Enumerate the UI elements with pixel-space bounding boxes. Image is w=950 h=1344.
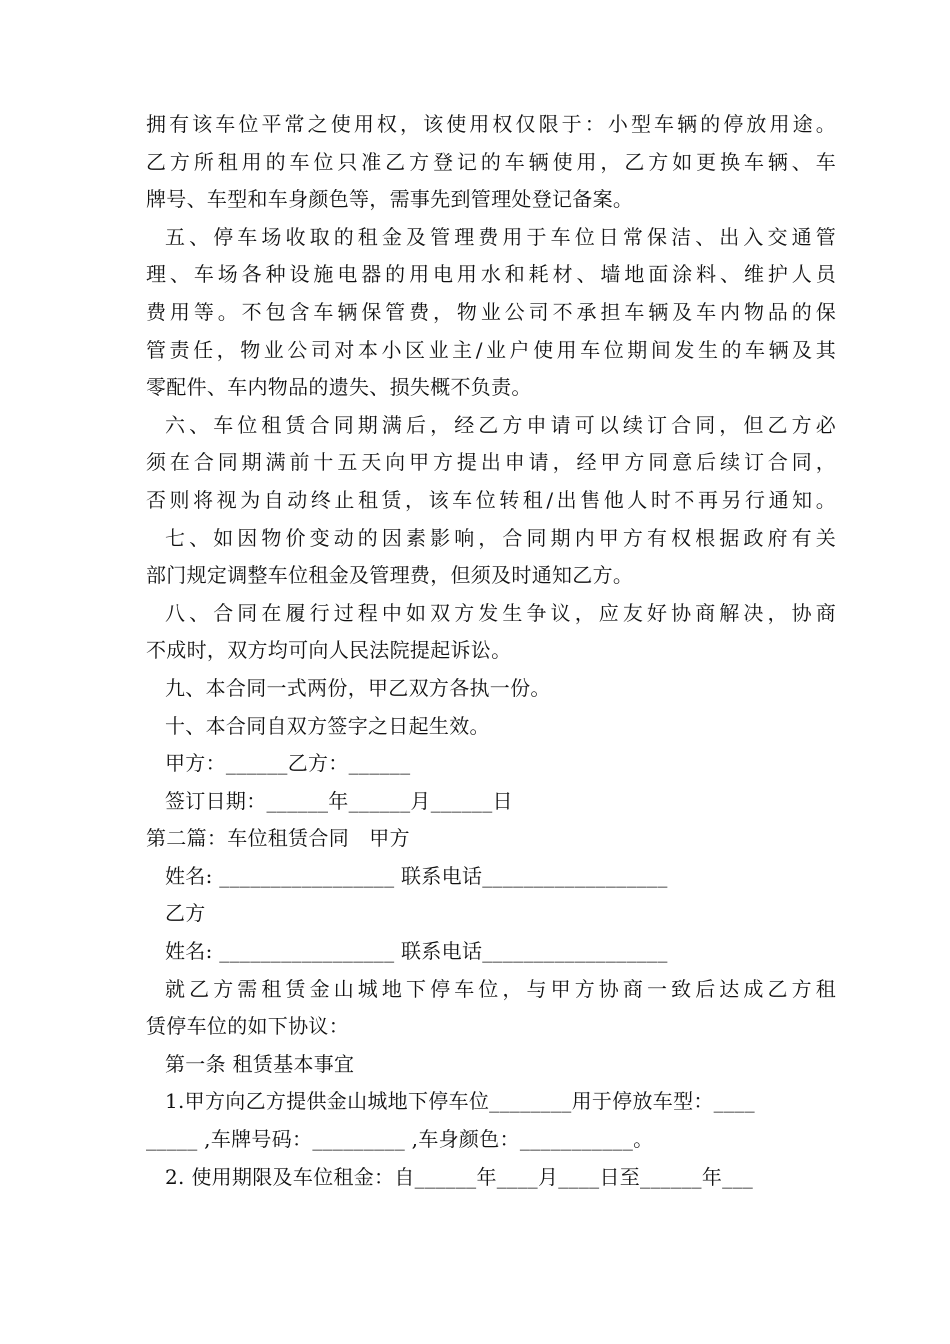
clause-7: 七、如因物价变动的因素影响，合同期内甲方有权根据政府有关 xyxy=(165,525,836,550)
text-line: 不成时，双方均可向人民法院提起诉讼。 xyxy=(146,638,512,663)
clause-9: 九、本合同一式两份，甲乙双方各执一份。 xyxy=(165,675,551,700)
signature-line: 甲方：______乙方：______ xyxy=(165,751,411,776)
text-line: 理、车场各种设施电器的用电用水和耗材、墙地面涂料、维护人员 xyxy=(146,262,836,287)
text-line: 乙方所租用的车位只准乙方登记的车辆使用，乙方如更换车辆、车 xyxy=(146,149,836,174)
text-line: 须在合同期满前十五天向甲方提出申请，经甲方同意后续订合同， xyxy=(146,450,836,475)
text-line: 拥有该车位平常之使用权，该使用权仅限于：小型车辆的停放用途。 xyxy=(146,112,836,136)
signing-date-line: 签订日期：______年______月______日 xyxy=(165,788,513,813)
party-b-label: 乙方 xyxy=(165,901,206,926)
text-line: 费用等。不包含车辆保管费，物业公司不承担车辆及车内物品的保 xyxy=(146,299,836,324)
text-line: 管责任，物业公司对本小区业主/业户使用车位期间发生的车辆及其 xyxy=(146,337,836,362)
text-line: 部门规定调整车位租金及管理费，但须及时通知乙方。 xyxy=(146,563,634,588)
text-line: 牌号、车型和车身颜色等，需事先到管理处登记备案。 xyxy=(146,187,634,212)
party-a-name-phone: 姓名: _________________ 联系电话__________________ xyxy=(165,863,668,888)
clause-10: 十、本合同自双方签字之日起生效。 xyxy=(165,713,490,738)
text-line: 赁停车位的如下协议： xyxy=(146,1014,349,1039)
text-line: _____ ,车牌号码：_________ ,车身颜色：___________。 xyxy=(146,1127,654,1152)
article-1-item-1: 1.甲方向乙方提供金山城地下停车位________用于停放车型：____ xyxy=(165,1089,755,1114)
clause-5: 五、停车场收取的租金及管理费用于车位日常保洁、出入交通管 xyxy=(165,224,836,249)
clause-8: 八、合同在履行过程中如双方发生争议，应友好协商解决，协商 xyxy=(165,600,836,625)
clause-6: 六、车位租赁合同期满后，经乙方申请可以续订合同，但乙方必 xyxy=(165,412,836,437)
article-1-heading: 第一条 租赁基本事宜 xyxy=(165,1051,355,1076)
party-b-name-phone: 姓名: _________________ 联系电话__________________ xyxy=(165,939,668,964)
document-body xyxy=(146,106,836,1196)
text-line: 零配件、车内物品的遗失、损失概不负责。 xyxy=(146,375,532,400)
article-1-item-2: 2. 使用期限及车位租金：自______年____月____日至______年___ xyxy=(165,1164,754,1189)
section-heading: 第二篇：车位租赁合同 甲方 xyxy=(146,826,410,851)
agreement-intro: 就乙方需租赁金山城地下停车位，与甲方协商一致后达成乙方租 xyxy=(165,976,836,1001)
text-line: 否则将视为自动终止租赁，该车位转租/出售他人时不再另行通知。 xyxy=(146,487,836,512)
